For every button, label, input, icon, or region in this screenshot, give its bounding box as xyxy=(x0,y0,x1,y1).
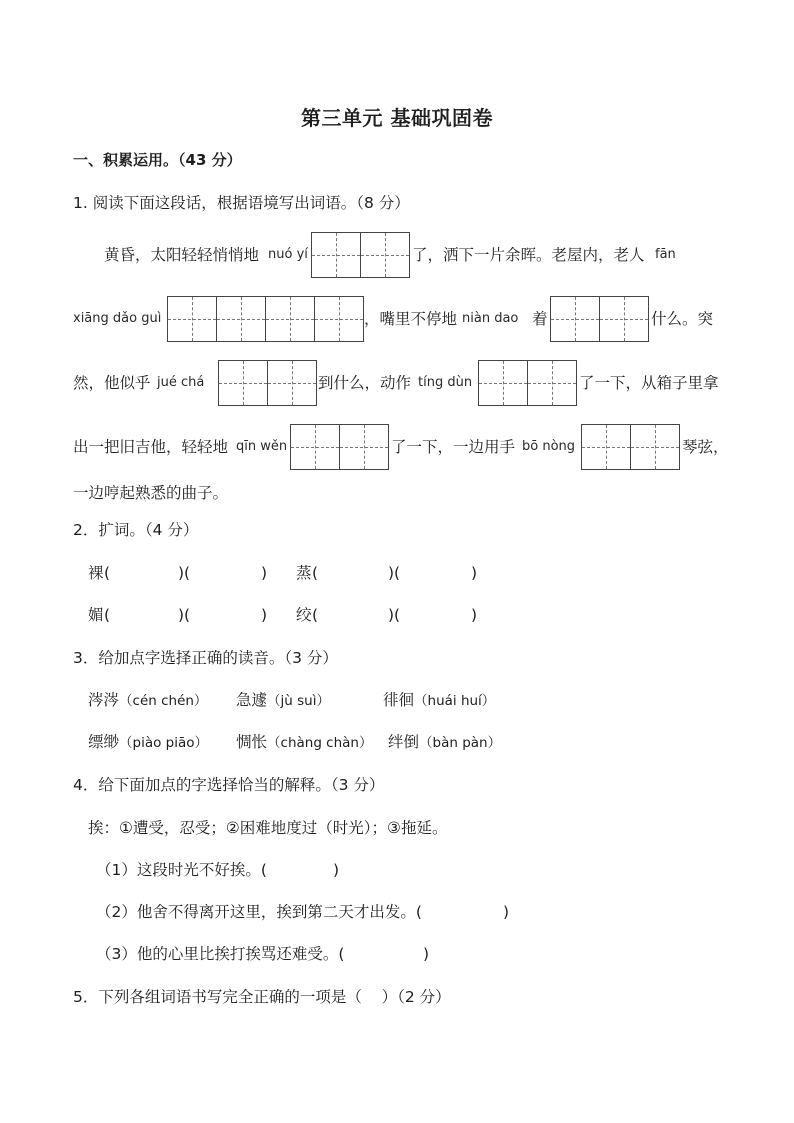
section-heading: 一、积累运用。（43 分） xyxy=(73,151,242,169)
passage-line-5: 一边哼起熟悉的曲子。 xyxy=(73,484,229,502)
sub-question xyxy=(0,944,794,964)
pinyin-options: （jù suì） xyxy=(267,693,330,709)
question-3-prompt: 3．给加点字选择正确的读音。（3 分） xyxy=(73,649,338,667)
pinyin-options: （bàn pàn） xyxy=(419,735,502,751)
grid-cell xyxy=(218,360,268,406)
grid-cell xyxy=(265,296,315,342)
word-expansion-row xyxy=(0,563,794,583)
paren-mid: )( xyxy=(178,564,191,582)
passage-text: 了一下，一边用手 xyxy=(391,438,516,456)
pinyin-options: （cén chén） xyxy=(119,693,208,709)
grid-cell xyxy=(581,424,631,470)
paren-close: ) xyxy=(471,606,478,624)
pronunciation-item xyxy=(388,732,501,753)
sub-question xyxy=(0,902,794,922)
question-5-prompt: 5．下列各组词语书写完全正确的一项是（ ）（2 分） xyxy=(73,988,451,1006)
answer-grid xyxy=(290,424,389,470)
question-4-prompt: 4．给下面加点的字选择恰当的解释。（3 分） xyxy=(73,776,385,794)
answer-grid xyxy=(478,360,577,406)
word: 急遽 xyxy=(236,691,268,709)
answer-grid xyxy=(581,424,680,470)
pinyin-hint: nuó yí xyxy=(268,247,308,262)
passage-line-2 xyxy=(0,296,794,342)
pinyin-hint: jué chá xyxy=(157,375,205,390)
definition-text: 挨：①遭受，忍受；②困难地度过（时光）；③拖延。 xyxy=(88,819,448,837)
grid-cell xyxy=(360,232,410,278)
word: 惆怅 xyxy=(236,733,268,751)
pronunciation-item xyxy=(88,732,208,753)
passage-line-1 xyxy=(0,232,794,278)
sub-question-text: （1）这段时光不好挨。( xyxy=(96,861,267,879)
pinyin-hint: bō nòng xyxy=(522,439,576,454)
word: 绊倒 xyxy=(388,733,420,751)
word: 缥缈 xyxy=(88,733,120,751)
paren-close: ) xyxy=(261,564,268,582)
grid-cell xyxy=(311,232,361,278)
passage-text: 了，洒下一片余晖。老屋内，老人 xyxy=(412,246,645,264)
sub-question-text: （2）他舍不得离开这里，挨到第二天才出发。( xyxy=(96,903,422,921)
paren-mid: )( xyxy=(178,606,191,624)
pronunciation-row xyxy=(0,690,794,710)
paren-close: ) xyxy=(471,564,478,582)
passage-text: ，嘴里不停地 xyxy=(364,310,458,328)
paren-mid: )( xyxy=(388,606,401,624)
pronunciation-item xyxy=(383,690,495,711)
passage-line-3 xyxy=(0,360,794,406)
grid-cell xyxy=(630,424,680,470)
base-character: 绞 xyxy=(296,606,312,624)
grid-cell xyxy=(339,424,389,470)
pinyin-options: （piào piāo） xyxy=(119,735,209,751)
passage-line-4 xyxy=(0,424,794,470)
pronunciation-item xyxy=(88,690,207,711)
grid-cell xyxy=(550,296,600,342)
answer-grid xyxy=(550,296,649,342)
passage-text: 然，他似乎 xyxy=(73,374,151,392)
paren-mid: )( xyxy=(388,564,401,582)
pinyin-options: （huái huí） xyxy=(414,693,496,709)
pronunciation-item xyxy=(236,732,373,753)
paren-open: ( xyxy=(312,606,319,624)
passage-text: 了一下，从箱子里拿 xyxy=(579,374,719,392)
question-2-prompt: 2．扩词。（4 分） xyxy=(73,521,199,539)
paren-open: ( xyxy=(104,564,111,582)
pinyin-hint: fān xyxy=(655,247,676,262)
paren-close: ) xyxy=(261,606,268,624)
passage-text: 黄昏，太阳轻轻悄悄地 xyxy=(104,246,260,264)
word-expansion-row xyxy=(0,605,794,625)
answer-paren-close: ) xyxy=(333,861,340,879)
pinyin-options: （chàng chàn） xyxy=(267,735,373,751)
passage-text: 出一把旧吉他，轻轻地 xyxy=(73,438,229,456)
base-character: 裸 xyxy=(88,564,104,582)
page-title: 第三单元 基础巩固卷 xyxy=(301,106,493,130)
passage-text: 什么。突 xyxy=(651,310,714,328)
answer-grid xyxy=(218,360,317,406)
question-1-prompt: 1. 阅读下面这段话，根据语境写出词语。（8 分） xyxy=(73,194,410,212)
grid-cell xyxy=(527,360,577,406)
passage-text: 着 xyxy=(532,310,548,328)
grid-cell xyxy=(167,296,217,342)
passage-text: 琴弦， xyxy=(682,438,729,456)
word: 徘徊 xyxy=(383,691,415,709)
answer-paren-close: ) xyxy=(423,945,430,963)
base-character: 蒸 xyxy=(296,564,312,582)
pinyin-hint: xiāng dǎo guì xyxy=(73,311,162,326)
pronunciation-row xyxy=(0,732,794,752)
sub-question xyxy=(0,860,794,880)
sub-question-text: （3）他的心里比挨打挨骂还难受。( xyxy=(96,945,345,963)
grid-cell xyxy=(478,360,528,406)
answer-paren-close: ) xyxy=(503,903,510,921)
pinyin-hint: niàn dao xyxy=(462,311,519,326)
grid-cell xyxy=(314,296,364,342)
paren-open: ( xyxy=(312,564,319,582)
passage-text: 到什么，动作 xyxy=(318,374,412,392)
answer-grid xyxy=(167,296,364,342)
paren-open: ( xyxy=(104,606,111,624)
pronunciation-item xyxy=(236,690,330,711)
base-character: 媚 xyxy=(88,606,104,624)
grid-cell xyxy=(599,296,649,342)
grid-cell xyxy=(290,424,340,470)
grid-cell xyxy=(267,360,317,406)
word: 涔涔 xyxy=(88,691,120,709)
pinyin-hint: qīn wěn xyxy=(236,439,288,454)
grid-cell xyxy=(216,296,266,342)
pinyin-hint: tíng dùn xyxy=(418,375,473,390)
answer-grid xyxy=(311,232,410,278)
